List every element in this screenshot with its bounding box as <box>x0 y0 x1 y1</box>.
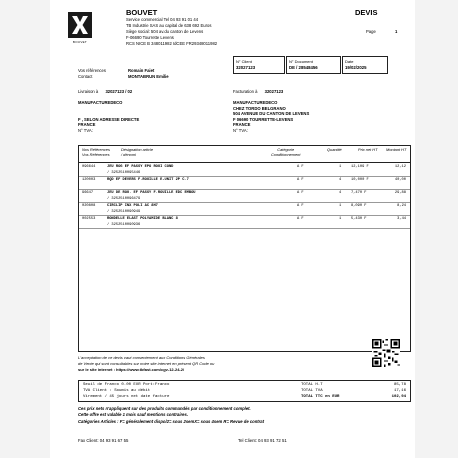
row-ref: 020808 <box>82 204 96 208</box>
row-description: JEU ROG EF PASSY EPO ROUI COND <box>107 165 174 169</box>
col-header-our-ref: Nos Références <box>82 147 110 152</box>
row-sub-ref: / 3252510090949 <box>107 209 141 214</box>
row-amount: 12,12 <box>394 165 406 169</box>
table-row <box>79 164 410 177</box>
address-line: N° TVA: <box>233 127 248 133</box>
row-unit-price: 8,090 F <box>351 204 367 208</box>
row-ref: 120003 <box>82 178 96 182</box>
row-description: JEU DE ROG. EF PASSY F.ROUILLE EDC EMBOU <box>107 191 196 195</box>
address-line: MANUFACTUREDECO <box>233 100 278 105</box>
billing-address <box>233 100 309 134</box>
row-amount: 8,24 <box>397 204 406 208</box>
contact-value: MONTABRUN Emilie <box>128 74 169 79</box>
address-line: CHEZ TORDO BELGRANO <box>233 105 286 111</box>
row-amount: 40,00 <box>394 178 406 182</box>
col-header-denomination: / dénomi <box>121 151 136 157</box>
tel-client: Tel Client: 04 93 91 72 51 <box>238 438 287 443</box>
conditions-block <box>78 406 264 425</box>
delivery-value: 32027123 / 02 <box>105 89 133 94</box>
totals-box <box>78 380 411 402</box>
delivery-header <box>78 89 132 94</box>
row-description: RONDELLE ELAST POLYAMIDE BLANC 8 <box>107 217 178 221</box>
row-category: A F <box>297 178 304 182</box>
document-number-value: DE / 28548456 <box>289 64 318 70</box>
legal-notice <box>78 355 348 373</box>
document-number-box <box>286 56 341 74</box>
col-header-your-ref: Vos Références <box>82 151 110 157</box>
row-quantity: 1 <box>339 165 342 169</box>
shipping-threshold: Seuil de Franco 0.00 EUR Port:Franco <box>83 383 170 387</box>
address-line: MANUFACTUREDECO <box>78 100 123 105</box>
address-line: 504 AVENUE DU CANTON DE LEVENS <box>233 111 310 117</box>
your-ref-label: Vos références <box>78 68 106 73</box>
page-label: Page <box>366 29 376 34</box>
references-block <box>78 68 169 80</box>
document-type: DEVIS <box>355 8 378 17</box>
company-line: TB Industrie SAS au capital de 638 692 Euros <box>126 23 212 29</box>
company-details <box>126 17 217 47</box>
row-category: A F <box>297 165 304 169</box>
company-line: RCS NICE B 348011982 IdCEE FR29348011982 <box>126 41 218 47</box>
col-header-category-line: Catégorie <box>277 147 295 152</box>
company-logo <box>68 12 92 38</box>
legal-line: sur le site internet : https://www.tbfast.com/cgv-12-24-2/ <box>78 367 185 372</box>
row-category: A F <box>297 204 304 208</box>
document-number-label: N° Document <box>289 58 313 64</box>
total-vat-label: TOTAL TVA <box>301 389 323 393</box>
condition-line: Catégories Articles : F= généralement dispo/2= sous 2semX= sous 4sem R= Revue de contrat <box>78 418 265 424</box>
table-row <box>79 216 410 229</box>
condition-line: Cette offre est valable 1 mois sauf mentions contraires. <box>78 412 188 418</box>
table-row <box>79 177 410 190</box>
billing-header <box>233 89 283 94</box>
row-amount: 3,44 <box>397 217 406 221</box>
row-unit-price: 12,109 F <box>351 165 369 169</box>
row-ref: 96647 <box>82 191 94 195</box>
address-line: F 06690 TOURRETTE-LEVENS <box>233 116 294 122</box>
table-header-divider <box>79 162 410 163</box>
qr-code-icon <box>372 339 400 367</box>
date-box <box>342 56 388 74</box>
logo-text: BOUVET <box>72 40 88 44</box>
address-line: N° TVA: <box>78 127 93 133</box>
your-ref-value: Romain Faiet <box>128 68 155 73</box>
legal-line: de Vente qui sont consultables sur notre site internet en présent QR Code ou <box>78 361 215 366</box>
document-page <box>50 0 415 458</box>
row-description: RQD EF DEVERS F.ROUILLE E-UNIT 2P C.7 <box>107 178 189 182</box>
fax-client: Fax Client: 04 93 91 67 55 <box>78 438 129 443</box>
row-amount: 29,88 <box>394 191 406 195</box>
table-row <box>79 203 410 216</box>
shipping-address <box>78 100 139 134</box>
legal-line: L'acceptation de ce devis vaut consentement aux Conditions Générales <box>78 355 205 360</box>
client-number-box <box>233 56 285 74</box>
date-label: Date <box>345 58 354 64</box>
payment-terms: Virement / 45 jours net date facture <box>83 395 170 399</box>
condition-line: Ces prix nets n'appliquent sur des produits commandés par conditionnement complet. <box>78 406 251 411</box>
company-name: BOUVET <box>126 8 158 17</box>
row-quantity: 4 <box>339 178 342 182</box>
col-header-amount: Montant HT <box>386 147 407 152</box>
logo-x-icon <box>68 12 92 38</box>
company-line: Service commercial Tel 04 93 91 01 44 <box>126 17 199 22</box>
row-sub-ref: / 3252510095446 <box>107 170 141 175</box>
client-number-value: 32027123 <box>236 64 256 70</box>
col-header-designation-line: Désignation article <box>121 147 154 152</box>
total-ttc-label: TOTAL TTC en EUR <box>301 395 340 399</box>
page-number: 1 <box>395 29 398 34</box>
row-unit-price: 10,000 F <box>351 178 369 182</box>
col-header-quantity: Quantité <box>327 147 342 152</box>
address-line: F , SELON ADRESSE DIRECTE <box>78 116 140 122</box>
total-ht-label: TOTAL H.T <box>301 383 323 387</box>
billing-label: Facturation à <box>233 89 258 94</box>
contact-label: Contact <box>78 74 93 79</box>
row-ref: 002553 <box>82 217 96 221</box>
col-header-unit-price: Prix net HT <box>358 147 378 152</box>
row-quantity: 4 <box>339 191 342 195</box>
row-category: A F <box>297 217 304 221</box>
row-unit-price: 7,470 F <box>351 191 367 195</box>
items-table <box>78 145 411 352</box>
col-header-packaging: Conditionnement <box>271 151 301 157</box>
delivery-label: Livraison à <box>78 89 99 94</box>
date-value: 19/02/2025 <box>345 64 367 70</box>
table-row <box>79 190 410 203</box>
client-number-label: N° Client <box>236 58 252 64</box>
row-category: A F <box>297 191 304 195</box>
vat-client-info: TVA Client : Soumis au débit <box>83 389 151 393</box>
row-description: CIRCLIP INX POLI AC 8H7 <box>107 204 158 208</box>
row-quantity: 1 <box>339 217 342 221</box>
address-line: FRANCE <box>78 122 96 128</box>
row-unit-price: 5,430 F <box>351 217 367 221</box>
total-ht-value: 85,78 <box>393 383 406 387</box>
row-quantity: 1 <box>339 204 342 208</box>
row-sub-ref: / 3252510096479 <box>107 196 141 201</box>
company-line: F-06690 Tourrette Levens <box>126 35 174 41</box>
company-line: Siège social: 504 av.du canton de Levens <box>126 29 204 35</box>
address-line: FRANCE <box>233 122 251 128</box>
row-sub-ref: / 3252510090936 <box>107 222 141 227</box>
billing-value: 32027123 <box>264 89 284 94</box>
total-ttc-value: 102,94 <box>391 395 406 399</box>
total-vat-value: 17,16 <box>393 389 406 393</box>
row-ref: 096644 <box>82 165 96 169</box>
